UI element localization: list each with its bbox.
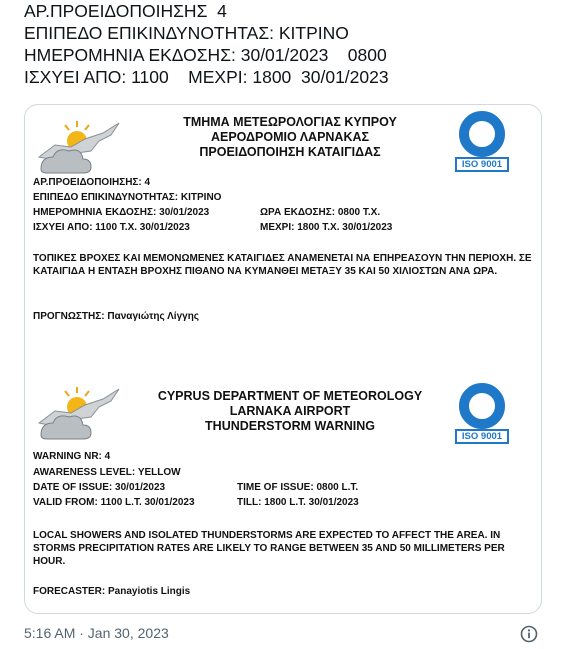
english-date: DATE OF ISSUE: 30/01/2023 bbox=[33, 482, 166, 493]
iso-badge: ISO 9001 bbox=[455, 157, 509, 172]
english-header-line: CYPRUS DEPARTMENT OF METEOROLOGY bbox=[157, 389, 423, 403]
english-forecaster: FORECASTER: Panayiotis Lingis bbox=[33, 586, 191, 597]
greek-time: ΩΡΑ ΕΚΔΟΣΗΣ: 0800 Τ.Χ. bbox=[260, 207, 381, 218]
greek-date: ΗΜΕΡΟΜΗΝΙΑ ΕΚΔΟΣΗΣ: 30/01/2023 bbox=[33, 207, 210, 218]
iso-inner bbox=[467, 119, 497, 149]
greek-valid-from: ΙΣΧΥΕΙ ΑΠΟ: 1100 Τ.Χ. 30/01/2023 bbox=[33, 222, 190, 233]
tweet-text bbox=[24, 0, 389, 88]
english-time: TIME OF ISSUE: 0800 L.T. bbox=[237, 482, 359, 493]
iso-inner bbox=[467, 391, 497, 421]
cyprus-weather-logo-icon bbox=[33, 117, 125, 181]
tweet-line: ΕΠΙΠΕΔΟ ΕΠΙΚΙΝΔΥΝΟΤΗΤΑΣ: ΚΙΤΡΙΝΟ bbox=[24, 23, 349, 43]
greek-warning-number: ΑΡ.ΠΡΟΕΙΔΟΠΟΙΗΣΗΣ: 4 bbox=[33, 177, 151, 188]
cyprus-weather-logo-icon bbox=[33, 383, 125, 447]
tweet-timestamp[interactable]: 5:16 AM · Jan 30, 2023 bbox=[24, 625, 169, 641]
tweet-line: ΑΡ.ΠΡΟΕΙΔΟΠΟΙΗΣΗΣ 4 bbox=[24, 1, 227, 21]
iso-badge: ISO 9001 bbox=[455, 429, 509, 444]
english-body: LOCAL SHOWERS AND ISOLATED THUNDERSTORMS ARE EXPECTED TO AFFECT THE AREA. IN STORMS PRECIPITATION RATES ARE LIKELY TO RANGE BETWEEN 35 AND 50 MILLIMETERS PER HOUR. bbox=[33, 530, 505, 567]
greek-body: ΤΟΠΙΚΕΣ ΒΡΟΧΕΣ ΚΑΙ ΜΕΜΟΝΩΜΕΝΕΣ ΚΑΤΑΙΓΙΔΕΣ ΑΝΑΜΕΝΕΤΑΙ ΝΑ ΕΠΗΡΕΑΣΟΥΝ ΤΗΝ ΠΕΡΙΟΧΗ. ΣΕ ΚΑΤΑΙΓΙΔΑ Η ΕΝΤΑΣΗ ΒΡΟΧΗΣ ΠΙΘΑΝΟ ΝΑ ΚΥΜΑΝΘΕΙ ΜΕΤΑΞΥ 35 ΚΑΙ 50 ΧΙΛΙΟΣΤΩΝ ΑΝΑ ΩΡΑ. bbox=[33, 253, 532, 277]
iso-circle bbox=[459, 111, 505, 157]
greek-header-line: ΑΕΡΟΔΡΟΜΙΟ ΛΑΡΝΑΚΑΣ bbox=[210, 130, 370, 144]
warning-document bbox=[25, 105, 541, 613]
greek-till: ΜΕΧΡΙ: 1800 Τ.Χ. 30/01/2023 bbox=[260, 222, 393, 233]
iso-circle bbox=[459, 383, 505, 429]
english-warning-number: WARNING NR: 4 bbox=[33, 451, 111, 462]
english-level: AWARENESS LEVEL: YELLOW bbox=[33, 467, 181, 478]
info-icon[interactable] bbox=[520, 625, 538, 643]
english-header bbox=[143, 389, 437, 434]
greek-header-line: ΤΜΗΜΑ ΜΕΤΕΩΡΟΛΟΓΙΑΣ ΚΥΠΡΟΥ bbox=[183, 115, 397, 129]
english-valid-from: VALID FROM: 1100 L.T. 30/01/2023 bbox=[33, 497, 195, 508]
tweet-image-card[interactable] bbox=[24, 104, 542, 614]
tweet-line: ΗΜΕΡΟΜΗΝΙΑ ΕΚΔΟΣΗΣ: 30/01/2023 0800 bbox=[24, 45, 387, 65]
greek-header-line: ΠΡΟΕΙΔΟΠΟΙΗΣΗ ΚΑΤΑΙΓΙΔΑΣ bbox=[199, 145, 381, 159]
greek-level: ΕΠΙΠΕΔΟ ΕΠΙΚΙΝΔΥΝΟΤΗΤΑΣ: ΚΙΤΡΙΝΟ bbox=[33, 192, 222, 203]
english-header-line: LARNAKA AIRPORT bbox=[229, 404, 351, 418]
greek-forecaster: ΠΡΟΓΝΩΣΤΗΣ: Παναγιώτης Λίγγης bbox=[33, 311, 200, 322]
tweet-line: ΙΣΧΥΕΙ ΑΠΟ: 1100 ΜΕΧΡΙ: 1800 30/01/2023 bbox=[24, 67, 389, 87]
greek-header bbox=[155, 115, 425, 160]
english-header-line: THUNDERSTORM WARNING bbox=[205, 419, 375, 433]
english-till: TILL: 1800 L.T. 30/01/2023 bbox=[237, 497, 359, 508]
